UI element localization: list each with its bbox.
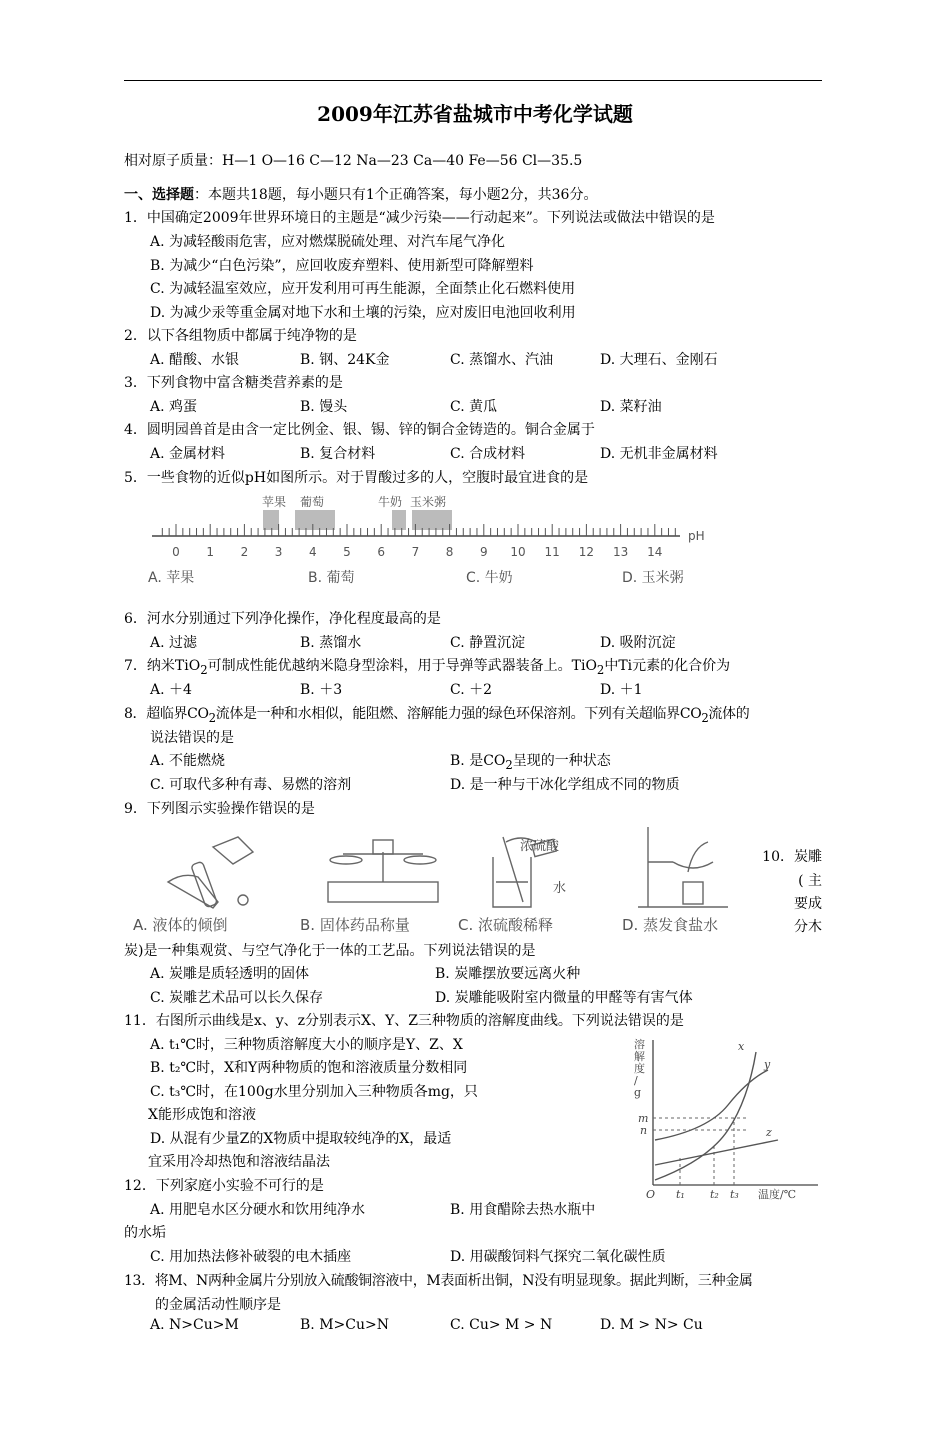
- section-heading: [124, 184, 597, 204]
- ph-label-grape: 葡萄: [300, 495, 325, 509]
- q10-option-d: D. 炭雕能吸附室内微量的甲醛等有害气体: [435, 990, 693, 1006]
- q11-option-d: D. 从混有少量Z的X物质中提取较纯净的X，最适: [150, 1131, 452, 1147]
- q13-stem-2: 的金属活动性顺序是: [155, 1297, 281, 1313]
- graph-n: n: [640, 1124, 648, 1137]
- ph-range-corn: [412, 510, 452, 530]
- q8-stem: [124, 703, 749, 725]
- lab-operations-figure: [128, 822, 748, 937]
- q3-option-a: A. 鸡蛋: [150, 399, 198, 415]
- ph-tick-label: 14: [647, 545, 663, 559]
- graph-y-label-char: 度: [634, 1062, 645, 1075]
- q7-option-c: C. ＋2: [450, 682, 493, 698]
- q8-stem-mid: 流体是一种和水相似，能阻燃、溶解能力强的绿色环保溶剂。下列有关超临界CO: [215, 706, 702, 722]
- section-label: 一、选择题: [124, 187, 194, 203]
- q3-option-b: B. 馒头: [300, 399, 348, 415]
- graph-y-label: [634, 1037, 645, 1099]
- solubility-graph: [628, 1030, 828, 1205]
- q8-option-b-pre: B. 是CO: [450, 753, 506, 769]
- q7-sub-2: 2: [596, 662, 605, 677]
- water-label: 水: [553, 881, 567, 896]
- q11-option-a: A. t₁℃时，三种物质溶解度大小的顺序是Y、Z、X: [150, 1037, 463, 1053]
- q7-option-b: B. ＋3: [300, 682, 343, 698]
- q6-option-b: B. 蒸馏水: [300, 635, 362, 651]
- q1-option-c: C. 为减轻温室效应，应开发利用可再生能源，全面禁止化石燃料使用: [150, 281, 576, 297]
- q7-sub-1: 2: [200, 662, 208, 677]
- q12-option-a: A. 用肥皂水区分硬水和饮用纯净水: [150, 1202, 366, 1218]
- q2-option-b: B. 钢、24K金: [300, 352, 390, 368]
- q8-option-b-sub: 2: [505, 757, 513, 772]
- q6-stem: 6．河水分别通过下列净化操作，净化程度最高的是: [124, 611, 441, 627]
- q12-option-c: C. 用加热法修补破裂的电木插座: [150, 1249, 352, 1265]
- q3-stem: 3．下列食物中富含糖类营养素的是: [124, 375, 343, 391]
- q8-option-b: [450, 750, 611, 772]
- q10-stem: 炭)是一种集观赏、与空气净化于一体的工艺品。下列说法错误的是: [124, 943, 536, 959]
- ph-tick-labels: [172, 545, 662, 559]
- ph-tick-label: 5: [343, 545, 351, 559]
- q13-option-b: B. M>Cu>N: [300, 1317, 389, 1333]
- pouring-illustration: [168, 837, 253, 908]
- ph-option-a: A. 苹果: [148, 570, 195, 586]
- q12-option-a-cont: 的水垢: [124, 1225, 166, 1241]
- lab-option-c: C. 浓硫酸稀释: [458, 916, 554, 934]
- ph-tick-label: 10: [510, 545, 526, 559]
- q11-option-c: C. t₃℃时，在100g水里分别加入三种物质各mg，只: [150, 1084, 478, 1100]
- ph-tick-label: 2: [240, 545, 249, 559]
- graph-t1: t₁: [676, 1188, 685, 1201]
- q10-side-4: 分木: [794, 919, 822, 935]
- q4-option-c: C. 合成材料: [450, 446, 526, 462]
- q1-option-a: A. 为减轻酸雨危害，应对燃煤脱硫处理、对汽车尾气净化: [150, 234, 506, 250]
- lab-option-b: B. 固体药品称量: [300, 916, 410, 934]
- q5-stem: 5．一些食物的近似pH如图所示。对于胃酸过多的人，空腹时最宜进食的是: [124, 470, 589, 486]
- q11-option-c-cont: X能形成饱和溶液: [148, 1107, 256, 1123]
- graph-t2: t₂: [710, 1188, 719, 1201]
- ph-tick-label: 8: [445, 545, 454, 559]
- q6-option-d: D. 吸附沉淀: [600, 635, 676, 651]
- q1-option-d: D. 为减少汞等重金属对地下水和土壤的污染，应对废旧电池回收利用: [150, 305, 576, 321]
- q7-stem-pre: 7．纳米TiO: [124, 658, 201, 674]
- ph-range-milk: [392, 510, 406, 530]
- ph-option-c: C. 牛奶: [466, 570, 513, 586]
- q10-side-2: ( 主: [798, 873, 822, 889]
- q13-option-a: A. N>Cu>M: [150, 1317, 239, 1333]
- q10-option-c: C. 炭雕艺术品可以长久保存: [150, 990, 324, 1006]
- evaporation-illustration: [638, 827, 728, 907]
- graph-y-label-char: 解: [634, 1050, 645, 1063]
- q8-option-c: C. 可取代多种有毒、易燃的溶剂: [150, 777, 352, 793]
- ph-tick-label: 12: [578, 545, 595, 559]
- page-title: 2009年江苏省盐城市中考化学试题: [317, 102, 633, 126]
- q11-option-d-cont: 宜采用冷却热饱和溶液结晶法: [148, 1154, 330, 1170]
- q10-option-b: B. 炭雕摆放要远离火种: [435, 966, 581, 982]
- q12-option-d: D. 用碳酸饲料气探究二氧化碳性质: [450, 1249, 666, 1265]
- q9-stem: 9．下列图示实验操作错误的是: [124, 801, 315, 817]
- ph-tick-label: 9: [479, 545, 488, 559]
- ph-tick-label: 6: [377, 545, 386, 559]
- q4-option-b: B. 复合材料: [300, 446, 376, 462]
- lab-option-a: A. 液体的倾倒: [133, 916, 228, 934]
- section-desc: ：本题共18题，每小题只有1个正确答案，每小题2分，共36分。: [194, 187, 598, 203]
- q7-stem-post: 中Ti元素的化合价为: [604, 658, 731, 674]
- ph-option-d: D. 玉米粥: [622, 570, 684, 586]
- graph-m: m: [638, 1112, 649, 1125]
- ph-option-b: B. 葡萄: [308, 570, 355, 586]
- q12-option-b: B. 用食醋除去热水瓶中: [450, 1202, 596, 1218]
- q10-side-1: 10．炭雕: [762, 849, 822, 865]
- graph-t3: t₃: [730, 1188, 739, 1201]
- ph-scale-figure: [140, 490, 720, 590]
- balance-illustration: [328, 840, 438, 902]
- ph-label-apple: 苹果: [262, 495, 287, 509]
- q8-stem-pre: 8．超临界CO: [124, 706, 209, 722]
- q8-option-a: A. 不能燃烧: [150, 753, 226, 769]
- ph-tick-label: 1: [206, 545, 215, 559]
- q2-option-c: C. 蒸馏水、汽油: [450, 352, 554, 368]
- q8-option-d: D. 是一种与干冰化学组成不同的物质: [450, 777, 680, 793]
- ph-tick-label: 13: [612, 545, 629, 559]
- q7-option-d: D. ＋1: [600, 682, 643, 698]
- graph-origin: O: [646, 1188, 656, 1201]
- q7-option-a: A. ＋4: [150, 682, 192, 698]
- graph-y-label-char: 溶: [634, 1038, 645, 1051]
- graph-curve-label-x: x: [738, 1040, 745, 1053]
- q1-stem: 1．中国确定2009年世界环境日的主题是“减少污染——行动起来”。下列说法或做法中错误的是: [124, 210, 715, 226]
- q13-option-d: D. M > N> Cu: [600, 1317, 703, 1333]
- q11-stem: 11．右图所示曲线是x、y、z分别表示X、Y、Z三种物质的溶解度曲线。下列说法错误的是: [124, 1013, 684, 1029]
- ph-tick-label: 0: [172, 545, 180, 559]
- q2-stem: 2．以下各组物质中都属于纯净物的是: [124, 328, 357, 344]
- ph-tick-label: 7: [411, 545, 420, 559]
- q4-option-a: A. 金属材料: [150, 446, 226, 462]
- curve-x: [655, 1052, 756, 1180]
- q7-stem: [124, 655, 730, 677]
- q8-stem-2: 说法错误的是: [150, 730, 234, 746]
- q2-option-a: A. 醋酸、水银: [150, 352, 240, 368]
- q3-option-c: C. 黄瓜: [450, 399, 498, 415]
- graph-x-label: 温度/℃: [758, 1188, 797, 1201]
- ph-tick-label: 3: [274, 545, 283, 559]
- acid-label: 浓硫酸: [520, 839, 560, 854]
- ph-range-grape: [295, 510, 335, 530]
- graph-curve-label-y: y: [764, 1058, 771, 1071]
- q13-stem: 13．将M、N两种金属片分别放入硫酸铜溶液中，M表面析出铜，N没有明显现象。据此判断，三种金属: [124, 1273, 753, 1289]
- q10-option-a: A. 炭雕是质轻透明的固体: [150, 966, 310, 982]
- q3-option-d: D. 菜籽油: [600, 399, 662, 415]
- graph-y-label-char: /: [634, 1074, 638, 1087]
- q6-option-a: A. 过滤: [150, 635, 198, 651]
- ph-tick-label: 4: [308, 545, 317, 559]
- q8-option-b-post: 呈现的一种状态: [512, 753, 611, 769]
- q8-stem-post: 流体的: [708, 706, 750, 722]
- ph-label-corn: 玉米粥: [410, 495, 447, 509]
- ph-tick-label: 11: [544, 545, 560, 559]
- q2-option-d: D. 大理石、金刚石: [600, 352, 718, 368]
- atomic-masses: 相对原子质量：H—1 O—16 C—12 Na—23 Ca—40 Fe—56 Cl—35.5: [124, 153, 583, 169]
- q6-option-c: C. 静置沉淀: [450, 635, 526, 651]
- q12-stem: 12．下列家庭小实验不可行的是: [124, 1178, 324, 1194]
- q4-stem: 4．圆明园兽首是由含一定比例金、银、锡、锌的铜合金铸造的。铜合金属于: [124, 422, 595, 438]
- q4-option-d: D. 无机非金属材料: [600, 446, 718, 462]
- lab-option-d: D. 蒸发食盐水: [622, 916, 719, 934]
- q8-sub-2: 2: [701, 710, 709, 725]
- q7-stem-mid: 可制成性能优越纳米隐身型涂料，用于导弹等武器装备上。TiO: [207, 658, 597, 674]
- ph-unit: pH: [688, 529, 705, 543]
- q1-option-b: B. 为减少“白色污染”，应回收废弃塑料、使用新型可降解塑料: [150, 258, 534, 274]
- ph-range-apple: [263, 510, 279, 530]
- graph-y-label-char: g: [634, 1086, 642, 1099]
- q11-option-b: B. t₂℃时，X和Y两种物质的饱和溶液质量分数相同: [150, 1060, 468, 1076]
- q8-sub-1: 2: [208, 710, 216, 725]
- top-rule: [124, 80, 822, 81]
- graph-curve-label-z: z: [766, 1126, 772, 1139]
- ph-label-milk: 牛奶: [378, 495, 403, 509]
- q10-side-3: 要成: [794, 896, 822, 912]
- q13-option-c: C. Cu> M > N: [450, 1317, 553, 1333]
